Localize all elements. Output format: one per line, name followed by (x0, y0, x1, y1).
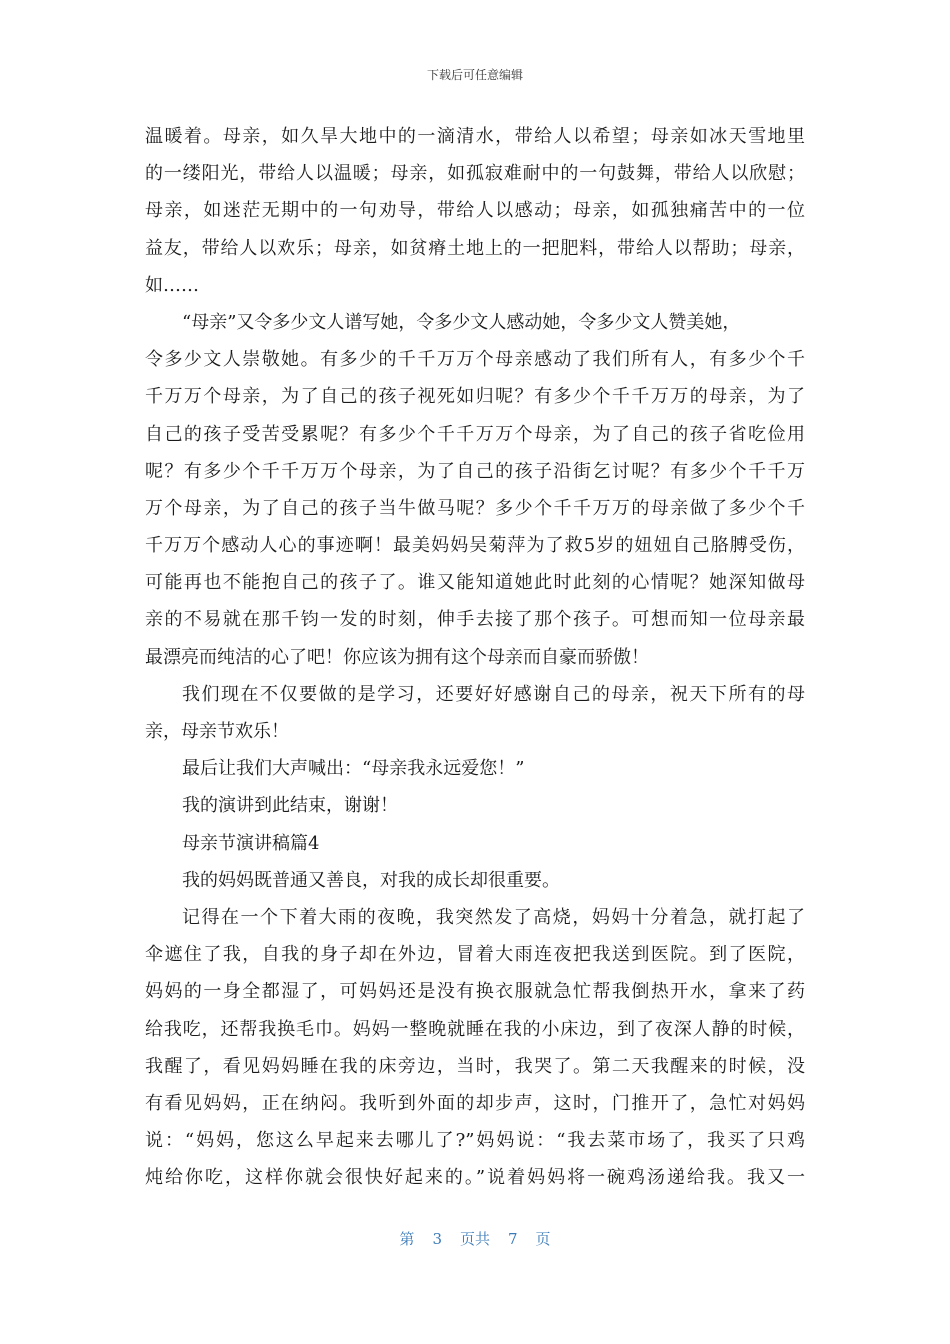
text-line: 如…… (145, 274, 199, 296)
text-line: 亲，母亲节欢乐！ (145, 721, 289, 742)
text-line: 最后让我们大声喊出：“母亲我永远爱您！” (182, 758, 525, 780)
text-line: 最漂亮而纯洁的心了吧！你应该为拥有这个母亲而自豪而骄傲！ (145, 646, 649, 668)
text-line: “母亲”又令多少文人谱写她，令多少文人感动她，令多少文人赞美她， (182, 311, 741, 333)
text-line: 说：“妈妈，您这么早起来去哪儿了?”妈妈说：“我去菜市场了，我买了只鸡 (145, 1130, 805, 1152)
text-line: 的一缕阳光，带给人以温暖；母亲，如孤寂难耐中的一句鼓舞，带给人以欣慰； (145, 163, 805, 185)
page-header: 下载后可任意编辑 (426, 68, 523, 82)
text-line: 令多少文人崇敬她。有多少的千千万万个母亲感动了我们所有人，有多少个千 (145, 349, 805, 371)
text-line: 可能再也不能抱自己的孩子了。谁又能知道她此时此刻的心情呢？她深知做母 (145, 572, 805, 594)
text-line: 益友，带给人以欢乐；母亲，如贫瘠土地上的一把肥料，带给人以帮助；母亲， (145, 237, 805, 259)
text-line: 温暖着。母亲，如久旱大地中的一滴清水，带给人以希望；母亲如冰天雪地里 (145, 126, 805, 147)
text-line: 妈妈的一身全都湿了，可妈妈还是没有换衣服就急忙帮我倒热开水，拿来了药 (145, 981, 805, 1003)
text-line: 母亲节演讲稿篇4 (182, 832, 320, 854)
text-line: 给我吃，还帮我换毛巾。妈妈一整晚就睡在我的小床边，到了夜深人静的时候， (145, 1018, 805, 1040)
page-footer (0, 1228, 950, 1249)
footer-of-word: 页共 (459, 1230, 490, 1248)
text-line: 炖给你吃，这样你就会很快好起来的。”说着妈妈将一碗鸡汤递给我。我又一 (145, 1167, 805, 1189)
text-line: 我的演讲到此结束，谢谢！ (182, 795, 398, 817)
text-line: 千万万个感动人心的事迹啊！最美妈妈吴菊萍为了救5岁的妞妞自己胳膊受伤， (145, 535, 805, 557)
text-line: 自己的孩子受苦受累呢？有多少个千千万万个母亲，为了自己的孩子省吃俭用 (145, 423, 805, 445)
text-line: 我们现在不仅要做的是学习，还要好好感谢自己的母亲，祝天下所有的母 (182, 683, 805, 705)
text-line: 千万万个母亲，为了自己的孩子视死如归呢？有多少个千千万万的母亲，为了 (145, 386, 805, 408)
text-line: 伞遮住了我，自我的身子却在外边，冒着大雨连夜把我送到医院。到了医院， (145, 944, 805, 966)
footer-page-word: 第 (399, 1230, 415, 1248)
text-line: 呢？有多少个千千万万个母亲，为了自己的孩子沿街乞讨呢？有多少个千千万 (145, 460, 805, 482)
text-line: 万个母亲，为了自己的孩子当牛做马呢？多少个千千万万的母亲做了多少个千 (145, 497, 805, 519)
text-line: 我醒了，看见妈妈睡在我的床旁边，当时，我哭了。第二天我醒来的时候，没 (145, 1055, 805, 1077)
text-line: 亲的不易就在那千钧一发的时刻，伸手去接了那个孩子。可想而知一位母亲最 (145, 609, 805, 631)
footer-total-pages: 7 (508, 1230, 518, 1248)
text-line: 我的妈妈既普通又善良，对我的成长却很重要。 (182, 869, 560, 891)
document-body (145, 118, 805, 1196)
footer-page-word-end: 页 (535, 1230, 551, 1248)
text-line: 记得在一个下着大雨的夜晚，我突然发了高烧，妈妈十分着急，就打起了 (182, 906, 805, 928)
text-line: 母亲，如迷茫无期中的一句劝导，带给人以感动；母亲，如孤独痛苦中的一位 (145, 200, 805, 222)
footer-current-page: 3 (432, 1230, 442, 1248)
text-line: 有看见妈妈，正在纳闷。我听到外面的却步声，这时，门推开了，急忙对妈妈 (145, 1092, 805, 1114)
